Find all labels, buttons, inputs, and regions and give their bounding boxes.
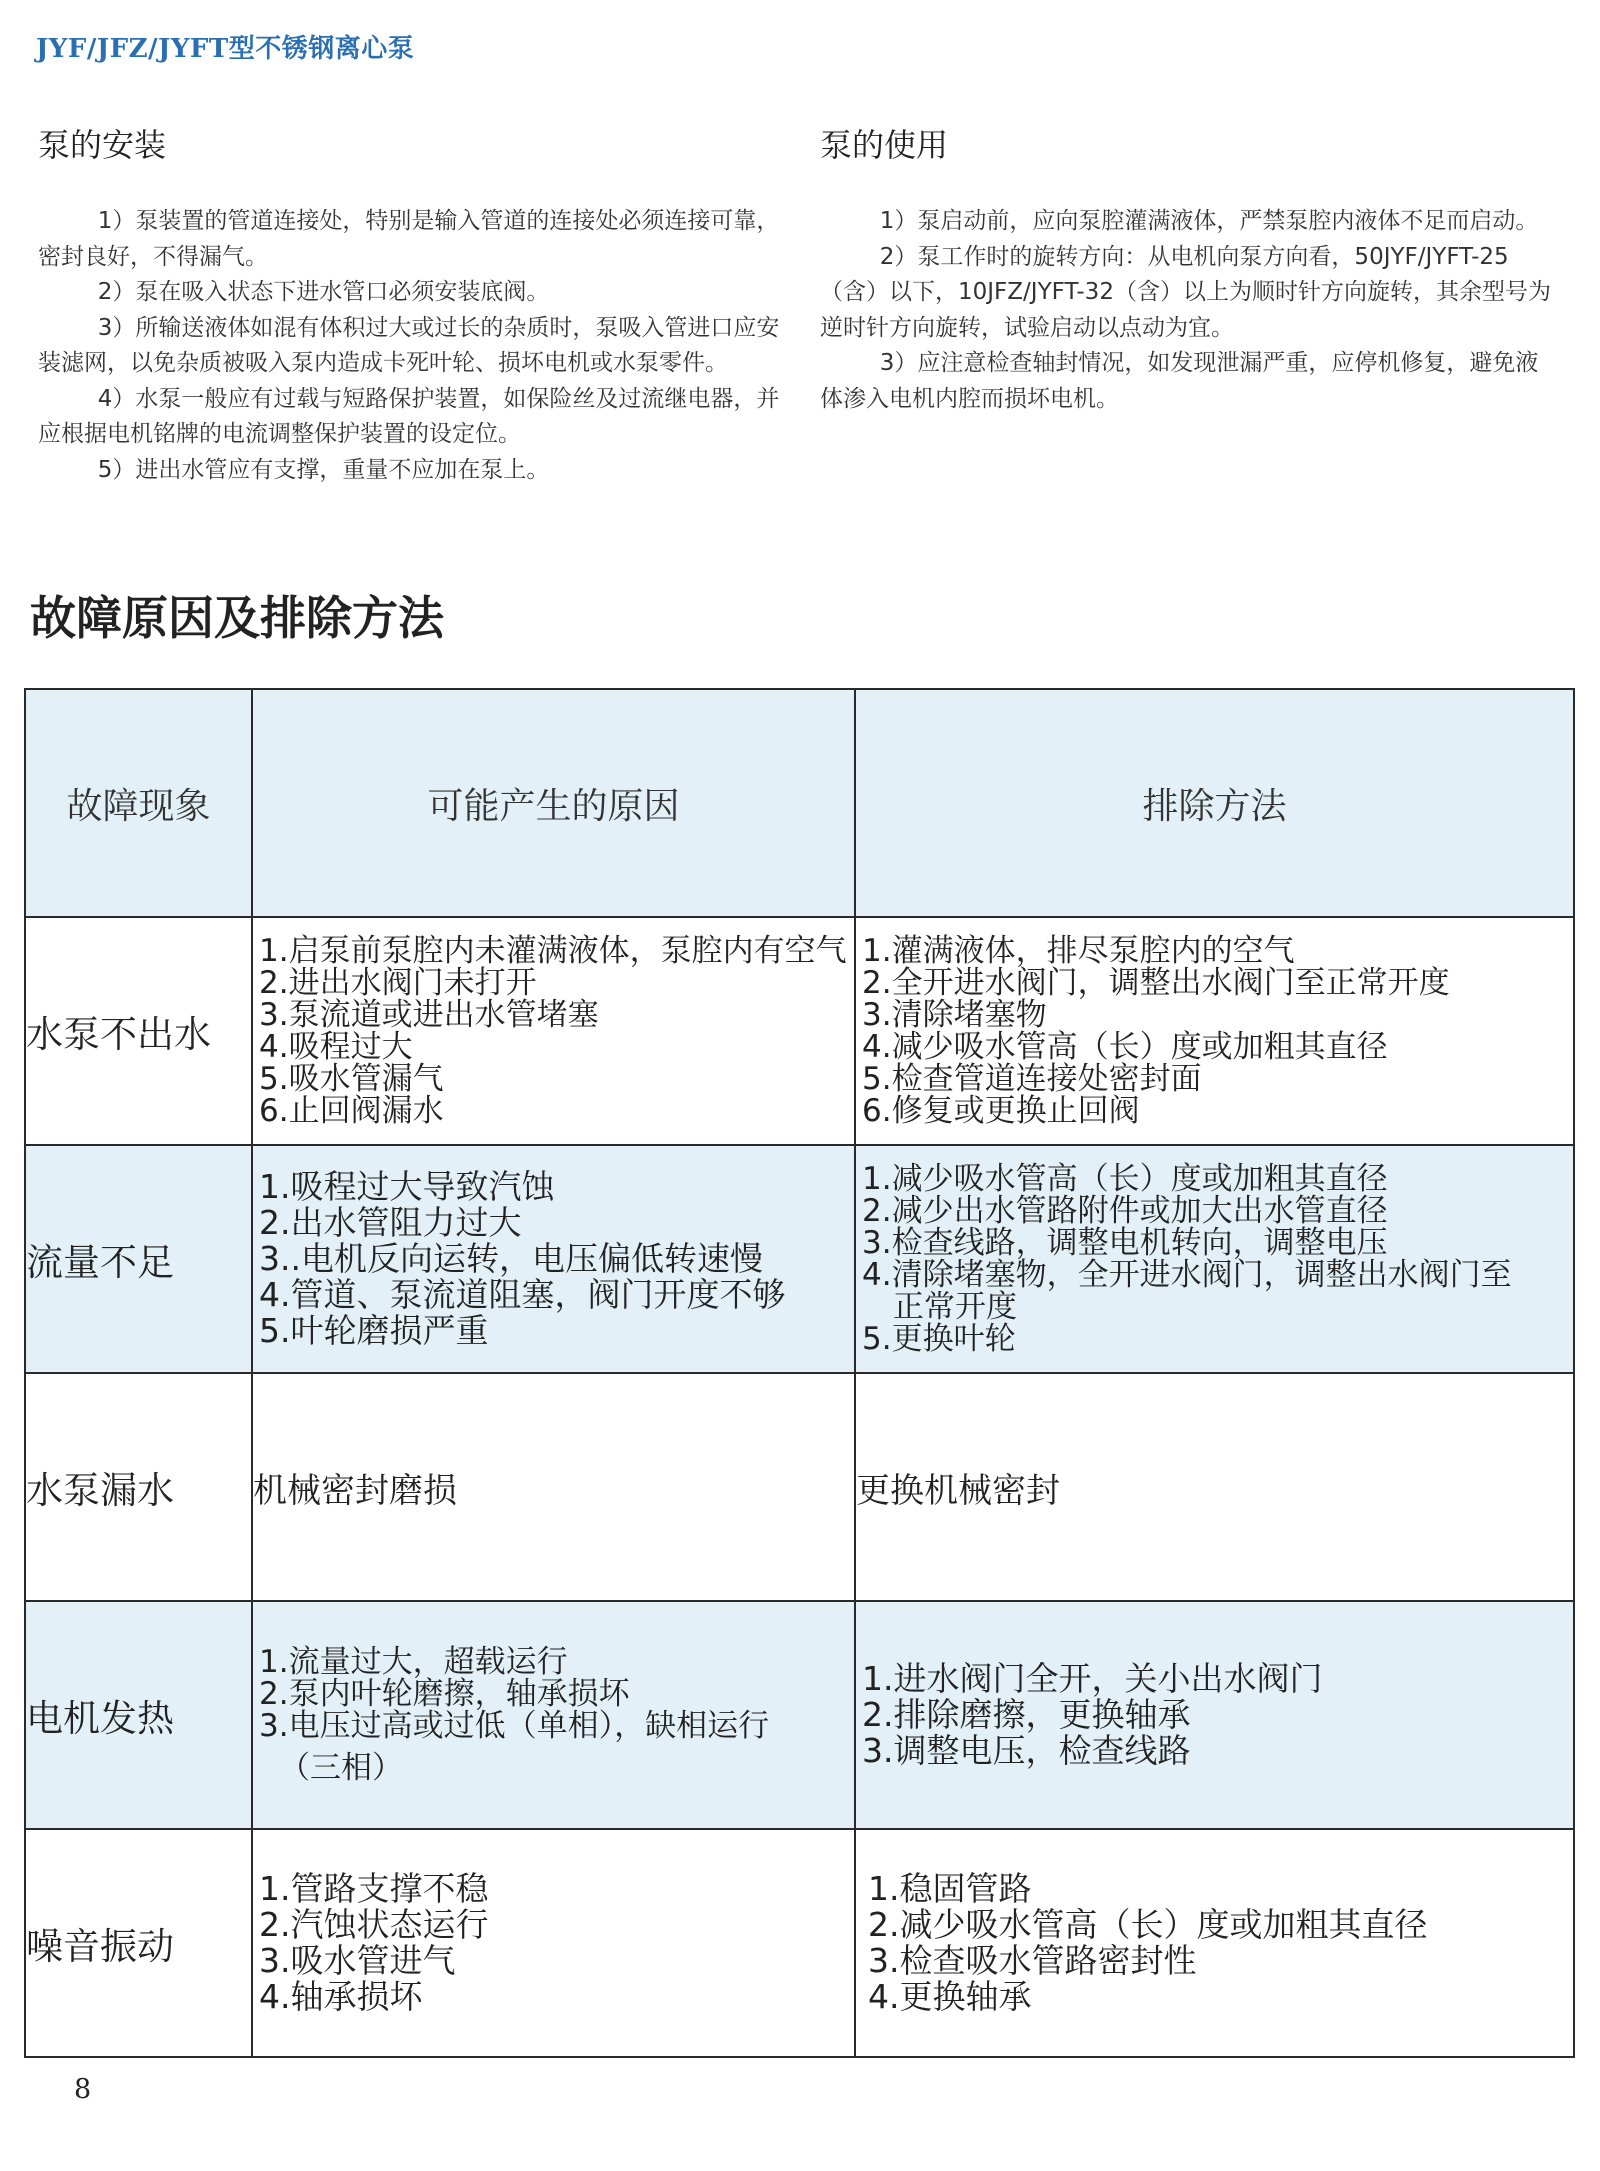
- header-symptom: 故障现象: [25, 689, 252, 917]
- symptom-cell: 水泵不出水: [25, 917, 252, 1145]
- list-item: 1.灌满液体，排尽泵腔内的空气: [862, 933, 1295, 969]
- list-item: 1.减少吸水管高（长）度或加粗其直径: [862, 1161, 1388, 1197]
- symptom-cell: 电机发热: [25, 1601, 252, 1829]
- list-item: （三相）: [279, 1750, 403, 1786]
- causes-cell: 机械密封磨损: [252, 1373, 855, 1601]
- list-item: 正常开度: [862, 1289, 1017, 1325]
- faults-heading: 故障原因及排除方法: [30, 591, 444, 645]
- causes-cell: [252, 1601, 855, 1829]
- list-item: 3..电机反向运转，电压偏低转速慢: [259, 1239, 763, 1278]
- list-item: 4.轴承损坏: [259, 1977, 423, 2016]
- list-item: 1.吸程过大导致汽蚀: [259, 1167, 555, 1206]
- list-item: 5.吸水管漏气: [259, 1061, 444, 1097]
- usage-paragraph: 1）泵启动前，应向泵腔灌满液体，严禁泵腔内液体不足而启动。: [879, 208, 1539, 234]
- list-item: 1.管路支撑不稳: [259, 1869, 489, 1908]
- list-item: 2.全开进水阀门，调整出水阀门至正常开度: [862, 965, 1450, 1001]
- remedies-cell: [855, 1601, 1574, 1829]
- remedies-cell: [855, 917, 1574, 1145]
- list-item: 3.电压过高或过低（单相），缺相运行: [259, 1708, 770, 1744]
- list-item: 2.排除磨擦，更换轴承: [862, 1695, 1191, 1734]
- list-item: 4.更换轴承: [868, 1977, 1032, 2016]
- install-section: [38, 120, 784, 488]
- symptom-cell: 流量不足: [25, 1145, 252, 1373]
- header-causes: 可能产生的原因: [252, 689, 855, 917]
- page-number: 8: [74, 2074, 92, 2105]
- causes-cell: [252, 1829, 855, 2057]
- table-row: [25, 1145, 1574, 1373]
- remedies-cell: 更换机械密封: [855, 1373, 1574, 1601]
- list-item: 3.检查吸水管路密封性: [868, 1941, 1197, 1980]
- install-paragraph: 1）泵装置的管道连接处，特别是输入管道的连接处必须连接可靠，密封良好，不得漏气。: [38, 208, 780, 270]
- list-item: 2.出水管阻力过大: [259, 1203, 522, 1242]
- list-item: 1.进水阀门全开，关小出水阀门: [862, 1659, 1323, 1698]
- list-item: 1.流量过大，超载运行: [259, 1644, 568, 1680]
- remedies-cell: [855, 1829, 1574, 2057]
- install-paragraph: 5）进出水管应有支撑，重量不应加在泵上。: [97, 456, 550, 483]
- list-item: 2.进出水阀门未打开: [259, 965, 537, 1001]
- list-item: 3.泵流道或进出水管堵塞: [259, 997, 599, 1033]
- list-item: 2.汽蚀状态运行: [259, 1905, 489, 1944]
- list-item: 1.稳固管路: [868, 1869, 1032, 1908]
- list-item: 5.叶轮磨损严重: [259, 1311, 489, 1350]
- document-header-title: JYF/JFZ/JYFT型不锈钢离心泵: [36, 34, 415, 64]
- list-item: 5.检查管道连接处密封面: [862, 1061, 1202, 1097]
- list-item: 2.泵内叶轮磨擦，轴承损坏: [259, 1676, 630, 1712]
- list-item: 5.更换叶轮: [862, 1321, 1016, 1357]
- install-heading: 泵的安装: [38, 126, 167, 164]
- list-item: 6.止回阀漏水: [259, 1093, 444, 1129]
- remedies-cell: [855, 1145, 1574, 1373]
- list-item: 3.调整电压，检查线路: [862, 1731, 1191, 1770]
- list-item: 1.启泵前泵腔内未灌满液体，泵腔内有空气: [259, 933, 847, 969]
- table-row: [25, 917, 1574, 1145]
- symptom-cell: 噪音振动: [25, 1829, 252, 2057]
- symptom-cell: 水泵漏水: [25, 1373, 252, 1601]
- list-item: 2.减少出水管路附件或加大出水管直径: [862, 1193, 1388, 1229]
- table-row: [25, 1373, 1574, 1601]
- table-row: [25, 1829, 1574, 2057]
- list-item: 6.修复或更换止回阀: [862, 1093, 1140, 1129]
- list-item: 2.减少吸水管高（长）度或加粗其直径: [868, 1905, 1428, 1944]
- list-item: 3.检查线路，调整电机转向，调整电压: [862, 1225, 1388, 1261]
- causes-cell: [252, 1145, 855, 1373]
- install-paragraph: 3）所输送液体如混有体积过大或过长的杂质时，泵吸入管进口应安装滤网，以免杂质被吸入泵内造成卡死叶轮、损坏电机或水泵零件。: [38, 314, 780, 376]
- fault-table: [24, 688, 1575, 2058]
- fault-table-header-row: [25, 689, 1574, 917]
- usage-paragraph: 2）泵工作时的旋转方向：从电机向泵方向看，50JYF/JYFT-25（含）以下，10JFZ/JYFT-32（含）以上为顺时针方向旋转，其余型号为逆时针方向旋转，试验启动以点动为宜。: [820, 243, 1551, 341]
- list-item: 4.清除堵塞物，全开进水阀门，调整出水阀门至: [862, 1257, 1512, 1293]
- install-paragraph: 2）泵在吸入状态下进水管口必须安装底阀。: [97, 279, 550, 305]
- usage-paragraph: 3）应注意检查轴封情况，如发现泄漏严重，应停机修复，避免液体渗入电机内腔而损坏电机。: [820, 350, 1539, 412]
- usage-section: [820, 120, 1560, 417]
- causes-cell: [252, 917, 855, 1145]
- list-item: 4.减少吸水管高（长）度或加粗其直径: [862, 1029, 1388, 1065]
- header-remedies: 排除方法: [855, 689, 1574, 917]
- list-item: 4.管道、泵流道阻塞，阀门开度不够: [259, 1275, 786, 1314]
- table-row: [25, 1601, 1574, 1829]
- list-item: 3.吸水管进气: [259, 1941, 456, 1980]
- install-paragraph: 4）水泵一般应有过载与短路保护装置，如保险丝及过流继电器，并应根据电机铭牌的电流调整保护装置的设定位。: [38, 385, 780, 447]
- usage-heading: 泵的使用: [820, 126, 949, 164]
- list-item: 4.吸程过大: [259, 1029, 413, 1065]
- list-item: 3.清除堵塞物: [862, 997, 1047, 1033]
